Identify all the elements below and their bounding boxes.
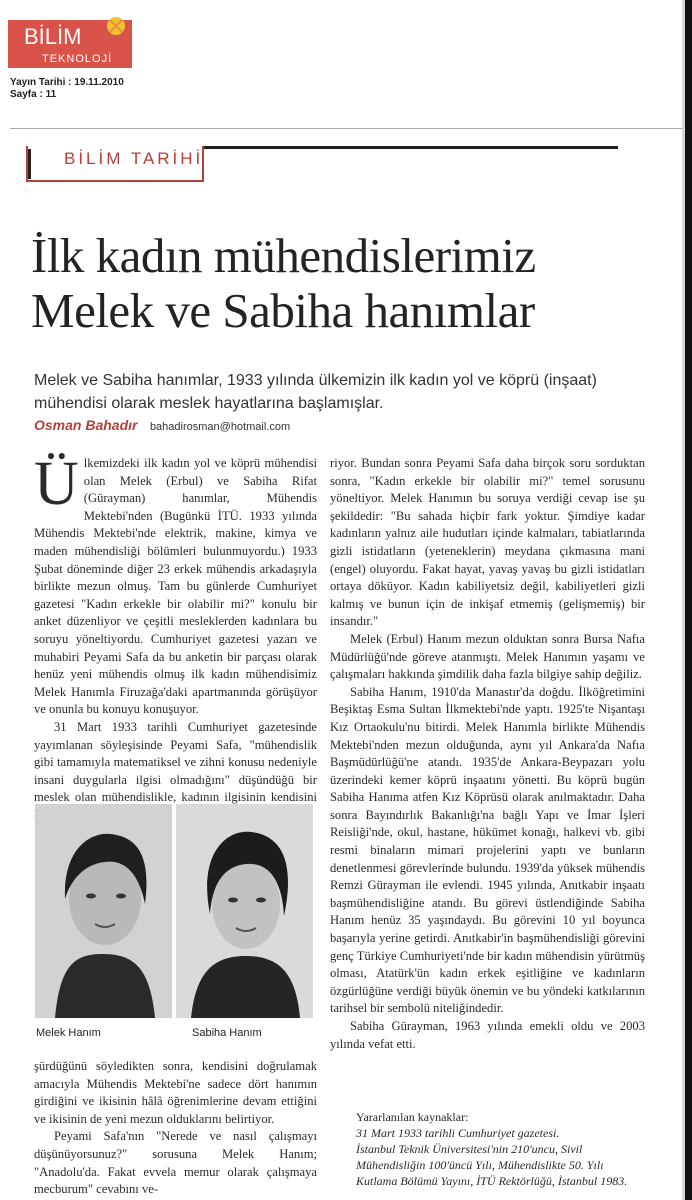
- paragraph: Peyami Safa'nın "Nerede ve nasıl çalışmayı düşünüyorsunuz?" sorusuna Melek Hanım; "Anadolu'da. Fakat evvela memur olarak çalışmaya mecburum" cevabını ve-: [34, 1129, 317, 1197]
- article-headline: [31, 228, 671, 338]
- portrait-photos: [35, 804, 313, 1022]
- headline-line-2: Melek ve Sabiha hanımlar: [31, 283, 535, 338]
- paragraph: Ülkemizdeki ilk kadın yol ve köprü mühendisi olan Melek (Erbul) ve Sabiha Rifat (Gürayman) hanımlar, Mühendis Mektebi'nden (Bugünkü İTÜ. 1933 yılında Mühendis Mektebi'nde elektrik, makine, kimya ve maden mühendisliği bölümleri bulunmuyordu.) 1933 Şubat döneminde diğer 23 erkek mühendis arkadaşıyla birlikte mezun olmuş. Tam bu günlerde Cumhuriyet gazetesi "Kadın erkekle bir olabilir mi?" konulu bir anket düzenliyor ve çeşitli mesleklerden kadınlara bu soruyu yöneltiyordu. Cumhuriyet gazetesi yazarı ve muhabiri Peyami Safa da bu anketin bir parçası olarak henüz yeni mühendis olmuş ilk kadın mühendisimiz Melek Hanımla Firuzağa'daki apartmanında görüşüyor ve onunla bu konuyu konuşuyor.: [34, 450, 317, 717]
- sabiha-portrait-photo: [176, 804, 313, 1018]
- paragraph: Melek (Erbul) Hanım mezun olduktan sonra Bursa Nafıa Müdürlüğü'nde göreve atanmıştı. Melek Hanımın yaşamı ve çalışmaları hakkında şimdilik daha fazla bilgiye sahip değiliz.: [330, 631, 645, 682]
- section-label: BİLİM TARİHİ: [64, 149, 204, 168]
- author-name: Osman Bahadır: [34, 417, 138, 433]
- logo-small-text: Cumhuriyet: [3, 23, 9, 49]
- publication-meta: [10, 77, 124, 101]
- melek-portrait-photo: [35, 804, 172, 1018]
- paragraph: Sabiha Gürayman, 1963 yılında emekli oldu ve 2003 yılında vefat etti.: [330, 1019, 645, 1051]
- sources-heading: Yararlanılan kaynaklar:: [356, 1110, 469, 1124]
- publish-date: Yayın Tarihi : 19.11.2010: [10, 77, 124, 88]
- article-deck: Melek ve Sabiha hanımlar, 1933 yılında ülkemizin ilk kadın yol ve köprü (inşaat) mühendisi olarak meslek hayatlarına başlamışlar.: [34, 372, 597, 412]
- paragraph: 31 Mart 1933 tarihli Cumhuriyet gazetesinde yayımlanan söyleşisinde Peyami Safa, "mühendislik gibi tamamıyla matematiksel ve zihni konusu nedeniyle insani duygularla ilgisi olmadığını" düşündüğü bir meslek olan mühendislikle, kadının ilgisinin kendisini: [34, 719, 317, 805]
- byline: [34, 417, 290, 435]
- paragraph: riyor. Bundan sonra Peyami Safa daha birçok soru sorduktan sonra, "Kadın erkekle bir olabilir mi?" temel sorusunu yöneltiyor. Melek Hanımın bu soruya verdiği cevap ise şu şekildedir: "Bu sahada hiçbir fark yoktur. Şimdiye kadar kadınların yalnız aile hudutları içinde kalmaları, tabiatlarında gizli istidatların (yeteneklerin) meydana çıkmasına mani (engel) oluyordu. Fakat hayat, yavaş yavaş bu gizli istidatları ortaya döküyor. Kadın kabiliyetsiz değil, kabiliyetleri gizli kalmış ve bunun için de inkişaf etmemiş (gelişmemiş) bir insandır.": [330, 456, 645, 629]
- paragraph: Sabiha Hanım, 1910'da Manastır'da doğdu. İlköğretimini Beşiktaş Esma Sultan İlkmektebi'nde yaptı. 1925'te Nişantaşı Kız Ortaokulu'nu bitirdi. Melek Hanımla birlikte Mühendis Mektebi'nden mezun olduğunda, aynı yıl Ankara'da Nafıa Başmüdürlüğü'ne atandı. 1935'de Ankara-Beypazarı yolu üzerindeki kemer köprü inşaatını yönetti. Bu köprü bugün Sabiha Hanıma atfen Kız Köprüsü olarak anılmaktadır. Daha sonra Bayındırlık Bakanlığı'na bağlı Yapı ve İmar İşleri Reisliği'nde, okul, hastane, hükümet konağı, halkevi vb. gibi resmi binaların mimari projelerini yaptı ve bunların denetlenmesi görevlerinde bulundu. 1939'da yüksek mühendis Remzi Gürayman ile evlendi. 1945 yılında, Anıtkabir inşaatı başmühendisliğine atandı. Bu görevi üstlendiğinde Sabiha Hanım henüz 35 yaşındaydı. Bu görevini 10 yıl boyunca başarıyla yerine getirdi. Anıtkabir'in başmühendisliği görevini genç Türkiye Cumhuriyeti'nde bir kadın mühendisin yürütmüş olması, Atatürk'ün kadın erkek eşitliğine ve kadınların özgürlüğüne verdiği büyük önemin ve bu yöndeki katkılarının tarihsel bir sembolü niteliğindedir.: [330, 684, 645, 1016]
- left-column-bottom: [34, 1058, 317, 1199]
- drop-cap: Ü: [34, 450, 79, 518]
- headline-line-1: İlk kadın mühendislerimiz: [31, 228, 536, 283]
- sources: [330, 1109, 645, 1189]
- logo-sub-text: TEKNOLOJİ: [42, 53, 113, 65]
- author-email: bahadirosman@hotmail.com: [149, 421, 291, 433]
- page-edge-dark: [685, 0, 692, 1200]
- bilim-teknoloji-logo: [3, 10, 132, 72]
- left-column-top: [34, 450, 317, 824]
- paragraph: şürdüğünü söyledikten sonra, kendisini doğrulamak amacıyla Mühendis Mektebi'ne sadece dört hanımın girdiğini ve ikisinin hâlâ öğrenimlerine devam ettiğini ve ikisinin de yeni mezun olduklarını belirtiyor.: [34, 1059, 317, 1126]
- source-item: İstanbul Teknik Üniversitesi'nin 210'uncu, Sivil Mühendisliğin 100'üncü Yılı, Mühendislikte 50. Yılı Kutlama Bölümü Yayını, İTÜ Rektörlüğü, İstanbul 1983.: [356, 1142, 628, 1188]
- photo-caption-melek: Melek Hanım: [36, 1027, 101, 1039]
- logo-main-text: BİLİM: [24, 24, 82, 49]
- photo-caption-sabiha: Sabiha Hanım: [192, 1027, 262, 1039]
- right-column: [330, 455, 645, 1053]
- top-divider: [10, 128, 682, 129]
- page-edge-light: [682, 0, 685, 1200]
- source-item: 31 Mart 1933 tarihli Cumhuriyet gazetesi.: [356, 1126, 560, 1140]
- page-number: Sayfa : 11: [10, 89, 57, 100]
